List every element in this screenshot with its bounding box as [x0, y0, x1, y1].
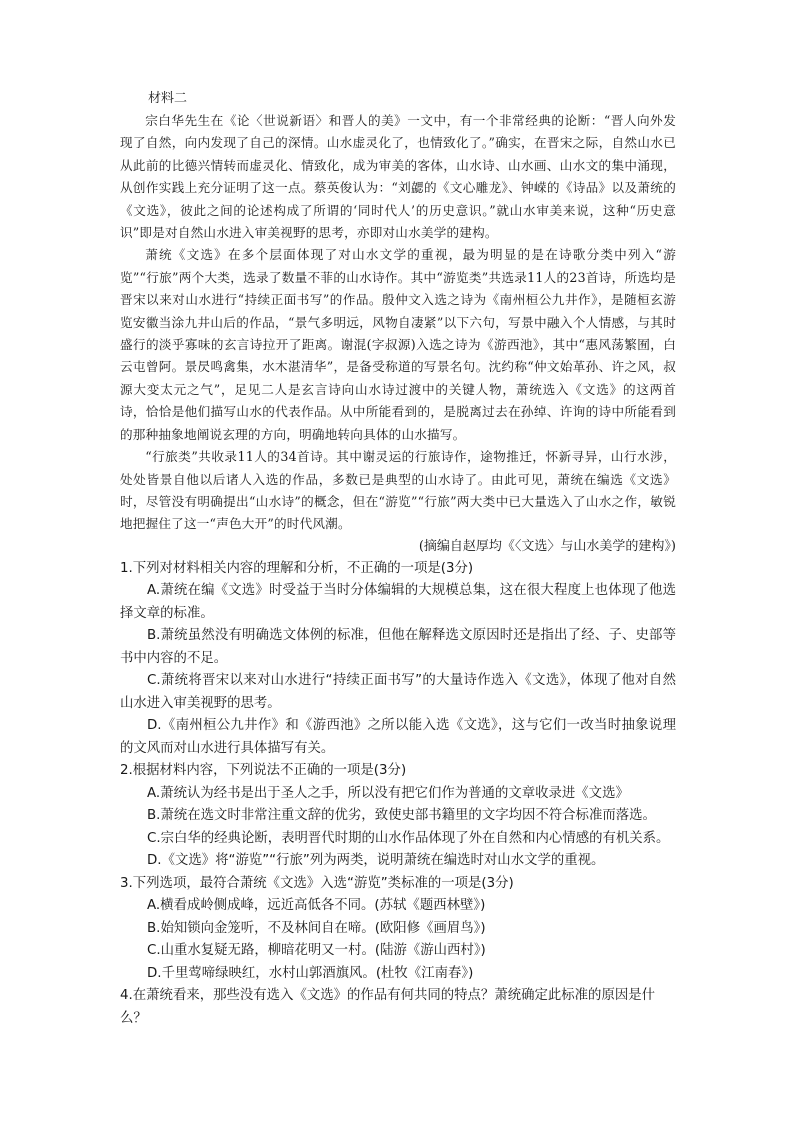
- option-d: D.千里莺啼绿映红，水村山郭酒旗风。(杜牧《江南春》): [147, 965, 474, 981]
- option-b: B.萧统虽然没有明确选文体例的标准，但他在解释选文原因时还是指出了经、子、史部等书中内容的不足。: [120, 628, 676, 666]
- exam-page: [120, 88, 676, 1030]
- material-paragraph-3: “行旅类”共收录11人的34首诗。其中谢灵运的行旅诗作，途物推迁，怀新寻异，山行水涉，处处皆景自他以后诸人入选的作品，多数已是典型的山水诗了。由此可见，萧统在编选《文选》时，尽管没有明确提出“山水诗”的概念，但在“游览”“行旅”两大类中已大量选入了山水之作，敏锐地把握住了这一“声色大开”的时代风潮。: [120, 449, 676, 532]
- question-1: [120, 558, 676, 761]
- option-d: D.《南州桓公九井作》和《游西池》之所以能入选《文选》，这与它们一改当时抽象说理的文风而对山水进行具体描写有关。: [120, 718, 676, 756]
- option-c: C.宗白华的经典论断，表明晋代时期的山水作品体现了外在自然和内心情感的有机关系。: [147, 830, 670, 846]
- question-2: [120, 760, 676, 873]
- question-stem: 4.在萧统看来，那些没有选入《文选》的作品有何共同的特点？萧统确定此标准的原因是什么？: [120, 988, 656, 1026]
- option-c: C.山重水复疑无路，柳暗花明又一村。(陆游《游山西村》): [147, 943, 486, 959]
- question-3: [120, 873, 676, 986]
- material-paragraph-2: 萧统《文选》在多个层面体现了对山水文学的重视，最为明显的是在诗歌分类中列入“游览”“行旅”两个大类，选录了数量不菲的山水诗作。其中“游览类”共选录11人的23首诗，所选均是晋宋以来对山水进行“持续正面书写”的作品。殷仲文入选之诗为《南州桓公九井作》，是随桓玄游览安徽当涂九井山后的作品，“景气多明远，风物自凄紧”以下六句，写景中融入个人情感，与其时盛行的淡乎寡味的玄言诗拉开了距离。谢混(字叔源)入选之诗为《游西池》，其中“惠风荡繁囿，白云屯曾阿。景昃鸣禽集，水木湛清华”，是备受称道的写景名句。沈约称“仲文始革孙、许之风，叔源大变太元之气”，足见二人是玄言诗向山水诗过渡中的关键人物，萧统选入《文选》的这两首诗，恰恰是他们描写山水的代表作品。从中所能看到的，是脱离过去在孙绰、许询的诗中所能看到的那种抽象地阐说玄理的方向，明确地转向具体的山水描写。: [120, 247, 676, 442]
- option-b: B.始知锁向金笼听，不及林间自在啼。(欧阳修《画眉鸟》): [147, 920, 486, 936]
- option-a: A.萧统认为经书是出于圣人之手，所以没有把它们作为普通的文章收录进《文选》: [147, 785, 629, 801]
- question-4: [120, 985, 676, 1030]
- option-d: D.《文选》将“游览”“行旅”列为两类，说明萧统在编选时对山水文学的重视。: [147, 853, 605, 869]
- material-heading: 材料二: [148, 91, 188, 106]
- option-b: B.萧统在选文时非常注重文辞的优劣，致使史部书籍里的文字均因不符合标准而落选。: [147, 808, 656, 824]
- question-stem: 2.根据材料内容，下列说法不正确的一项是(3分): [120, 763, 407, 779]
- option-a: A.萧统在编《文选》时受益于当时分体编辑的大规模总集，这在很大程度上也体现了他选择文章的标准。: [120, 583, 676, 621]
- option-c: C.萧统将晋宋以来对山水进行“持续正面书写”的大量诗作选入《文选》，体现了他对自然山水进入审美视野的思考。: [120, 673, 676, 711]
- material-paragraph-1: 宗白华先生在《论〈世说新语〉和晋人的美》一文中，有一个非常经典的论断：“晋人向外发现了自然，向内发现了自己的深情。山水虚灵化了，也情致化了。”确实，在晋宋之际，自然山水已从此前的比德兴情转而虚灵化、情致化，成为审美的客体，山水诗、山水画、山水文的集中涌现，从创作实践上充分证明了这一点。蔡英俊认为：“刘勰的《文心雕龙》、钟嵘的《诗品》以及萧统的《文选》，彼此之间的论述构成了所谓的‘同时代人’的历史意识。”就山水审美来说，这种“历史意识”即是对自然山水进入审美视野的思考，亦即对山水美学的建构。: [120, 113, 676, 241]
- option-a: A.横看成岭侧成峰，远近高低各不同。(苏轼《题西林壁》): [147, 898, 486, 914]
- material-source: (摘编自赵厚均《〈文选〉与山水美学的建构》): [418, 538, 676, 554]
- question-stem: 1.下列对材料相关内容的理解和分析，不正确的一项是(3分): [120, 560, 474, 576]
- question-stem: 3.下列选项，最符合萧统《文选》入选“游览”类标准的一项是(3分): [120, 875, 514, 891]
